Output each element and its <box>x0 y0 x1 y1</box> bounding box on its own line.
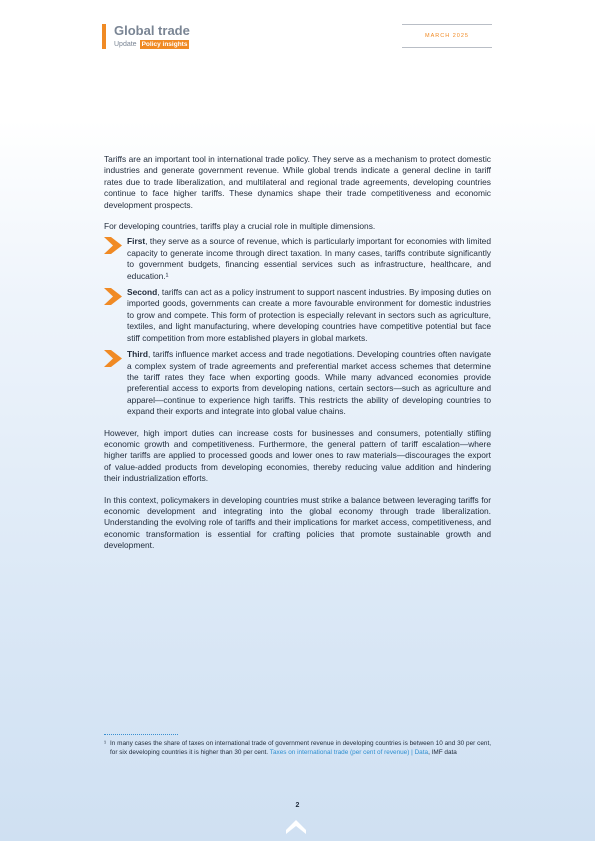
paragraph-intro: Tariffs are an important tool in international trade policy. They serve as a mechanism to protect domestic industries and generate government revenue. While global trends indicate a general decline in tariff rates due to trade liberalization, and multilateral and regional trade agreements, developing countries continue to face higher tariffs. These dynamics shape their trade competitiveness and economic development prospects. <box>104 154 491 210</box>
bullet-text: , they serve as a source of revenue, which is particularly important for economies with limited capacity to generate income through direct taxation. In many cases, tariffs contribute significantly to government budgets, financing essential services such as infrastructure, healthcare, and education.¹ <box>127 236 491 281</box>
brand-subtitle <box>114 40 189 49</box>
brand-sub-label: Update <box>114 41 137 48</box>
chevron-right-icon <box>104 350 122 367</box>
paragraph-escalation: However, high import duties can increase costs for businesses and consumers, potentially stifling economic growth and competitiveness. Furthermore, the general pattern of tariff escalation—where higher tariffs are applied to processed goods and lower ones to raw materials—discourages the export of value-added products from developing economies, thereby reducing value addition and hindering their industrialization efforts. <box>104 427 491 484</box>
chevron-right-icon <box>104 288 122 305</box>
article-body <box>104 154 491 562</box>
bullet-lead: First <box>127 236 146 247</box>
chevron-up-icon[interactable] <box>286 820 306 834</box>
bullet-text: , tariffs influence market access and trade negotiations. Developing countries often navigate a complex system of trade agreements and preferential market access schemes that determine the tariff rates they face when exporting goods. While many advanced economies provide preferential access to exports from developing nations, certain sectors—such as agriculture and apparel—continue to experience high tariffs. This restricts the ability of developing countries to expand their exports and integrate into global value chains. <box>127 349 491 417</box>
brand-accent-bar <box>102 24 106 49</box>
footnote-body <box>104 739 491 757</box>
footnote-divider <box>104 734 178 735</box>
footnote-separator: , <box>428 749 432 756</box>
bullet-item <box>104 236 491 282</box>
paragraph-conclusion: In this context, policymakers in developing countries must strike a balance between leveraging tariffs for economic development and integrating into the global economy through trade liberalization. Understanding the evolving role of tariffs and their implications for market access, competitiveness, and economic transformation is essential for crafting policies that promote sustainable growth and development. <box>104 494 491 551</box>
brand-title: Global trade <box>114 23 190 38</box>
paragraph-dimensions: For developing countries, tariffs play a crucial role in multiple dimensions. <box>104 221 376 232</box>
bullet-item <box>104 349 491 417</box>
bullet-text: , tariffs can act as a policy instrument to support nascent industries. By imposing duties on imported goods, governments can create a more favourable environment for domestic industries to grow and compete. This form of protection is especially relevant in sectors such as agriculture, textiles, and light manufacturing, where developing countries have competitive potential but face stiff competition from more established players in global markets. <box>127 287 491 343</box>
bullet-lead: Third <box>127 349 148 360</box>
footnote-link-data[interactable]: Taxes on international trade (per cent of revenue) | Data <box>269 749 429 756</box>
page-number: 2 <box>295 802 300 809</box>
footnote-number: ¹ <box>104 740 107 747</box>
footnote <box>104 739 491 757</box>
issue-date: MARCH 2025 <box>402 24 492 48</box>
bullet-lead: Second <box>127 287 158 298</box>
bullet-item <box>104 287 491 344</box>
footnote-text: In many cases the share of taxes on international trade of government revenue in developing countries is between 10 and 30 per cent, for six developing countries it is higher than 30 per cent. <box>110 740 491 756</box>
footnote-link-imf[interactable]: IMF data <box>431 749 457 756</box>
chevron-right-icon <box>104 237 122 254</box>
brand-tag: Policy insights <box>141 41 188 48</box>
